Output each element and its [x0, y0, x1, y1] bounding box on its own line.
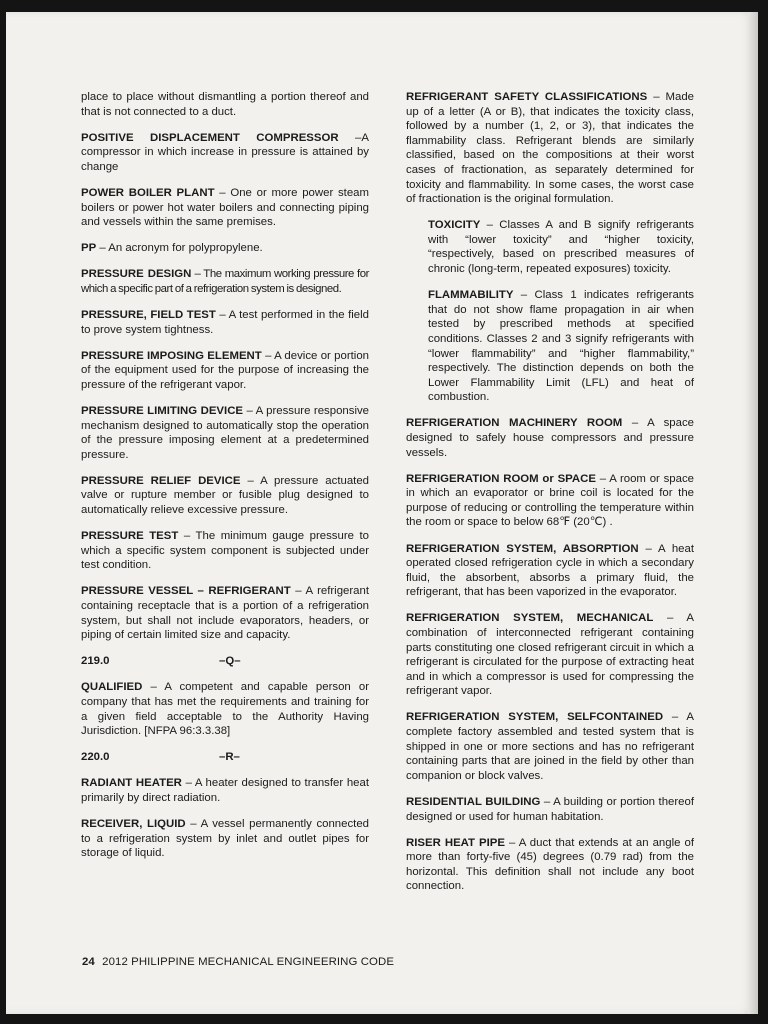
definition-text: – An acronym for polypropylene.	[96, 242, 263, 255]
definition-refrigeration-room-or-space	[406, 472, 694, 530]
definition-term: QUALIFIED	[81, 681, 143, 694]
definition-term: PRESSURE RELIEF DEVICE	[81, 474, 241, 487]
right-column	[406, 90, 694, 906]
definition-text: – A building or portion thereof designed or used for human habitation.	[406, 795, 694, 823]
definition-text: – A heat operated closed refrigeration cycle in which a secondary fluid, the absorbent, absorbs a primary fluid, the refrigerant, that has been vaporized in the evaporator.	[406, 542, 694, 599]
definition-text: – A pressure actuated valve or rupture member or fusible plug designed to automatically relieve excessive pressure.	[81, 474, 369, 517]
definition-term: PRESSURE VESSEL – REFRIGERANT	[81, 585, 291, 598]
definition-qualified	[81, 680, 369, 738]
definition-text: – A complete factory assembled and tested system that is shipped in one or more sections and has no refrigerant containing parts that are joined in the field by other than companion or block valves.	[406, 711, 694, 782]
definition-term: PRESSURE, FIELD TEST	[81, 309, 216, 322]
definition-radiant-heater	[81, 776, 369, 805]
definition-text: –A compressor in which increase in pressure is attained by change	[81, 131, 369, 173]
page-edge-shadow	[748, 12, 758, 1014]
section-letter: –Q–	[219, 655, 241, 668]
definition-power-boiler-plant	[81, 186, 369, 230]
section-heading-r	[81, 750, 369, 765]
definition-positive-displacement-compressor	[81, 131, 369, 175]
definition-text: – A test performed in the field to prove system tightness.	[81, 309, 369, 336]
definition-text: – A competent and capable person or company that has met the requirements and training for a given field acceptable to the Authority Having Jurisdiction. [NFPA 96:3.3.38]	[81, 681, 369, 738]
definition-refrigeration-system-selfcontained	[406, 710, 694, 783]
definition-text: – Made up of a letter (A or B), that indicates the toxicity class, followed by a number (1, 2, or 3), that indicates the flammability class. Refrigerant blends are similarly classified, based on the compositions at their worst cases of fractionation, as separately determined for toxicity and flammability. In some cases, the worst case of fractionation is the original formulation.	[406, 91, 694, 206]
definition-refrigeration-system-mechanical	[406, 611, 694, 699]
page-number: 24	[82, 956, 95, 968]
definition-pressure-vessel-refrigerant	[81, 584, 369, 642]
definition-term: FLAMMABILITY	[428, 289, 514, 302]
definition-term: REFRIGERATION SYSTEM, MECHANICAL	[406, 612, 654, 625]
definition-refrigerant-safety-classifications	[406, 90, 694, 207]
footer-title: 2012 PHILIPPINE MECHANICAL ENGINEERING CODE	[102, 956, 395, 968]
definition-text: – Classes A and B signify refrigerants with “lower toxicity” and “higher toxicity, “respectively, based on prescribed measures of chronic (long-term, repeated exposures) toxicity.	[428, 219, 694, 276]
definition-flammability	[428, 288, 694, 405]
definition-term: PRESSURE LIMITING DEVICE	[81, 405, 244, 417]
definition-text: place to place without dismantling a portion thereof and that is not connected to a duct.	[81, 91, 369, 118]
definition-text: – A device or portion of the equipment used for the purpose of increasing the pressure of the refrigerant vapor.	[81, 349, 369, 391]
definition-term: POSITIVE DISPLACEMENT COMPRESSOR	[81, 131, 339, 144]
section-number: 220.0	[81, 751, 110, 764]
definition-pressure-limiting-device	[81, 404, 369, 462]
definition-pressure-test	[81, 529, 369, 573]
definition-pressure-relief-device	[81, 474, 369, 518]
definition-term: REFRIGERATION ROOM or SPACE	[406, 472, 596, 485]
definition-term: PRESSURE DESIGN	[81, 268, 192, 281]
definition-text: – A vessel permanently connected to a refrigeration system by inlet and outlet pipes for storage of liquid.	[81, 818, 370, 860]
left-column	[81, 90, 369, 872]
definition-text: – One or more power steam boilers or power hot water boilers and connecting piping and vessels within the same premises.	[81, 186, 369, 229]
definition-text: – The maximum working pressure for which a specific part of a refrigeration system is designed.	[81, 268, 369, 295]
definition-text: – A refrigerant containing receptacle that is a portion of a refrigeration system, but shall not include evaporators, headers, or piping of certain limited size and capacity.	[81, 585, 369, 642]
definition-text: – A duct that extends at an angle of more than forty-five (45) degrees (0.79 rad) from the horizontal. This definition shall not include any boot connection.	[406, 836, 694, 893]
definition-pressure-design	[81, 267, 369, 296]
definition-text: – A space designed to safely house compressors and pressure vessels.	[406, 417, 694, 459]
definition-residential-building	[406, 795, 694, 824]
definition-continuation	[81, 90, 369, 119]
definition-term: REFRIGERATION SYSTEM, SELFCONTAINED	[406, 711, 664, 724]
document-page	[6, 12, 758, 1014]
definition-term: REFRIGERATION SYSTEM, ABSORPTION	[406, 542, 639, 555]
definition-text: – A room or space in which an evaporator or brine coil is located for the purpose of reducing or controlling the temperature within the room or space to below 68℉ (20℃) .	[406, 472, 694, 529]
definition-text: – Class 1 indicates refrigerants that do not show flame propagation in air when tested by prescribed methods at specified conditions. Classes 2 and 3 signify refrigerants with “lower flammability” and “higher flammability,” respectively. The distinction depends on both the Lower Flammability Limit (LFL) and heat of combustion.	[428, 289, 694, 404]
section-letter: –R–	[219, 751, 240, 764]
section-number: 219.0	[81, 655, 110, 668]
definition-term: PP	[81, 242, 97, 255]
definition-term: POWER BOILER PLANT	[81, 186, 215, 199]
definition-term: RADIANT HEATER	[81, 777, 182, 790]
definition-term: RECEIVER, LIQUID	[81, 818, 186, 831]
definition-term: TOXICITY	[428, 219, 481, 232]
definition-text: – A combination of interconnected refrigerant containing parts constituting one closed refrigerant circuit in which a refrigerant is circulated for the purpose of extracting heat and in which a compressor is used for compressing the refrigerant vapor.	[406, 612, 694, 698]
definition-refrigeration-system-absorption	[406, 542, 694, 600]
definition-term: RESIDENTIAL BUILDING	[406, 795, 541, 808]
definition-riser-heat-pipe	[406, 836, 694, 894]
definition-text: – A heater designed to transfer heat primarily by direct radiation.	[81, 777, 369, 804]
definition-refrigeration-machinery-room	[406, 416, 694, 460]
definition-term: REFRIGERATION MACHINERY ROOM	[406, 417, 623, 430]
page-footer	[82, 956, 394, 968]
definition-term: PRESSURE IMPOSING ELEMENT	[81, 349, 262, 362]
definition-text: – A pressure responsive mechanism designed to automatically stop the operation of the pressure imposing element at a predetermined pressure.	[81, 405, 369, 461]
definition-term: REFRIGERANT SAFETY CLASSIFICATIONS	[406, 91, 648, 103]
definition-pressure-field-test	[81, 308, 369, 337]
section-heading-q	[81, 654, 369, 669]
definition-pressure-imposing-element	[81, 349, 369, 393]
definition-text: – The minimum gauge pressure to which a specific system component is subjected under test condition.	[81, 530, 369, 572]
definition-toxicity	[428, 218, 694, 276]
definition-term: PRESSURE TEST	[81, 530, 179, 543]
definition-receiver-liquid	[81, 817, 369, 861]
definition-pp	[81, 241, 369, 256]
definition-term: RISER HEAT PIPE	[406, 836, 506, 849]
